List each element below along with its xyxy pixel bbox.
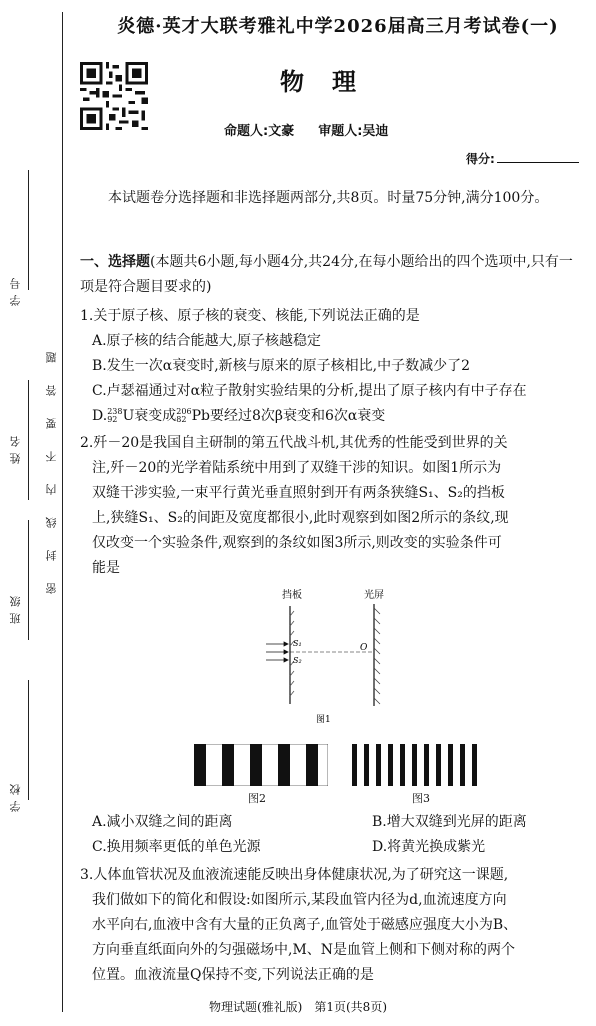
q2-stem-2: 注,歼－20的光学着陆系统中用到了双缝干涉的知识。如图1所示为 <box>92 460 502 476</box>
screen-label: 光屏 <box>364 590 384 601</box>
intro-text: 本试题卷分选择题和非选择题两部分,共8页。时量75分钟,满分100分。 <box>108 190 549 206</box>
q2-option-d: D.将黄光换成紫光 <box>372 839 486 855</box>
section-heading <box>80 250 586 300</box>
number-line <box>28 170 29 290</box>
seal-line <box>62 12 63 1012</box>
class-line <box>28 520 29 640</box>
score-field <box>466 150 579 167</box>
q1-option-c: C.卢瑟福通过对α粒子散射实验结果的分析,提出了原子核内有中子存在 <box>92 383 527 399</box>
reviewer: 审题人:吴迪 <box>318 124 389 139</box>
seal-line-text: 密封线内不要答题 <box>45 330 58 594</box>
name-line <box>28 380 29 500</box>
section-desc: (本题共6小题,每小题4分,共24分,在每小题给出的四个选项中,只有一项是符合题目要求的) <box>80 254 573 295</box>
score-label: 得分: <box>466 152 495 166</box>
slit-s1-label: S₁ <box>293 639 302 648</box>
subject-title: 物理 <box>280 67 384 96</box>
fig2-caption: 图2 <box>248 792 266 805</box>
q2-stem-4: 上,狭缝S₁、S₂的间距及宽度都很小,此时观察到如图2所示的条纹,现 <box>92 510 509 526</box>
fringe-pattern-fig2 <box>194 744 328 786</box>
q3-stem-4: 方向垂直纸面向外的匀强磁场中,M、N是血管上侧和下侧对称的两个 <box>92 942 516 958</box>
q2-stem-5: 仅改变一个实验条件,观察到的条纹如图3所示,则改变的实验条件可 <box>92 535 502 551</box>
qr-code-icon <box>80 62 148 130</box>
setter: 命题人:文豪 <box>224 124 295 139</box>
q3-stem-5: 位置。血液流量Q保持不变,下列说法正确的是 <box>92 967 374 983</box>
authors <box>224 120 388 139</box>
class-label: 班级 <box>9 590 22 624</box>
q2-option-c: C.换用频率更低的单色光源 <box>92 839 261 855</box>
name-label: 姓名 <box>9 430 22 464</box>
q2-stem-6: 能是 <box>92 560 120 576</box>
center-o-label: O <box>360 643 368 653</box>
q2-option-b: B.增大双缝到光屏的距离 <box>372 814 527 830</box>
school-line <box>28 680 29 800</box>
double-slit-diagram <box>260 586 410 726</box>
q2-option-a: A.减小双缝之间的距离 <box>92 814 233 830</box>
q3-stem-3: 水平向右,血液中含有大量的正负离子,血管处于磁感应强度大小为B、 <box>92 917 518 933</box>
binding-margin <box>0 0 62 1026</box>
q1-stem: 1.关于原子核、原子核的衰变、核能,下列说法正确的是 <box>80 308 420 324</box>
page-footer: 物理试题(雅礼版) 第1页(共8页) <box>209 1000 387 1014</box>
q2-stem-3: 双缝干涉实验,一束平行黄光垂直照射到开有两条狭缝S₁、S₂的挡板 <box>92 485 505 501</box>
q1-option-b: B.发生一次α衰变时,新核与原来的原子核相比,中子数减少了2 <box>92 358 470 374</box>
q1-option-d: D. 238 92 U衰变成 206 82 Pb要经过8次β衰变和6次α衰变 <box>92 407 386 424</box>
school-label: 学校 <box>9 778 22 812</box>
slit-s2-label: S₂ <box>293 656 302 665</box>
exam-header: 炎德·英才大联考雅礼中学2026届高三月考试卷(一) <box>117 16 559 37</box>
score-blank[interactable] <box>497 153 579 163</box>
section-title: 一、选择题 <box>80 254 150 270</box>
q1-option-a: A.原子核的结合能越大,原子核越稳定 <box>92 333 322 349</box>
fringe-pattern-fig3 <box>352 744 484 786</box>
fig1-caption: 图1 <box>316 715 331 725</box>
q3-stem-1: 3.人体血管状况及血液流速能反映出身体健康状况,为了研究这一课题, <box>80 867 509 883</box>
q3-stem-2: 我们做如下的简化和假设:如图所示,某段血管内径为d,血流速度方向 <box>92 892 507 908</box>
number-label: 学号 <box>9 272 22 306</box>
baffle-label: 挡板 <box>282 590 302 601</box>
fig3-caption: 图3 <box>412 792 430 805</box>
q2-stem-1: 2.歼－20是我国自主研制的第五代战斗机,其优秀的性能受到世界的关 <box>80 435 508 451</box>
